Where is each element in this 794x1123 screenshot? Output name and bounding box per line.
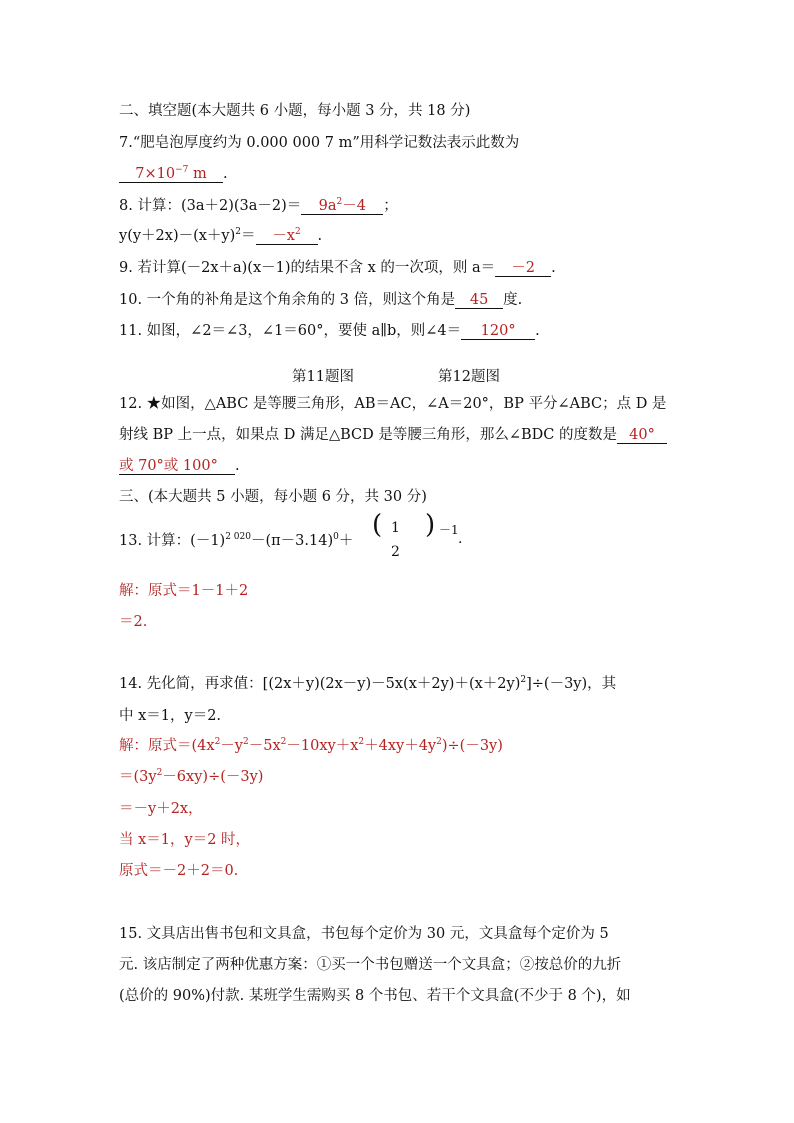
question-14-solution-5: 原式＝－2＋2＝0. xyxy=(119,863,239,879)
question-7-answer-line: $7\times 10^{-7}$ m . xyxy=(119,164,228,184)
question-11-line: 11. 如图，∠2＝∠3，∠1＝60°，要使 a∥b，则∠4＝ 120° . xyxy=(119,323,540,339)
question-9-line: 9. 若计算(－2x＋a)(x－1)的结果不含 x 的一次项，则 a＝ －2 . xyxy=(119,260,556,276)
figure-11-caption: 第11题图 xyxy=(292,369,354,385)
question-7-answer: $7\times 10^{-7}$ m xyxy=(119,166,223,183)
figure-12-caption: 第12题图 xyxy=(438,369,500,385)
question-13-expression: 13. 计算：$(-1)^{2 020}-(\pi-3.14)^0+$ xyxy=(119,532,354,549)
right-paren: ) xyxy=(425,510,436,540)
question-8-answer-2: $-x^2$ xyxy=(256,228,318,245)
question-12-answer-part-2: 或 70°或 100° xyxy=(119,458,235,475)
section-3-title: 三、(本大题共 5 小题，每小题 6 分，共 30 分) xyxy=(119,489,427,505)
section-2-title: 二、填空题(本大题共 6 小题，每小题 3 分，共 18 分) xyxy=(119,103,471,119)
question-13-solution-2: ＝2. xyxy=(119,614,148,630)
fraction-denominator: 2 xyxy=(391,544,400,560)
fraction-numerator: 1 xyxy=(391,520,400,536)
question-12-line-1: 12. ★如图，△ABC 是等腰三角形，AB＝AC，∠A＝20°，BP 平分∠ABC；点 D 是 xyxy=(119,396,667,412)
negative-exponent: －1 xyxy=(439,523,459,537)
question-12-line-3: 或 70°或 100° . xyxy=(119,458,240,474)
question-10-line: 10. 一个角的补角是这个角余角的 3 倍，则这个角是 45 度. xyxy=(119,292,523,308)
question-15-line-2: 元. 该店制定了两种优惠方案：①买一个书包赠送一个文具盒；②按总价的九折 xyxy=(119,957,622,973)
question-9-answer: －2 xyxy=(495,260,551,277)
question-14-line-1: 14. 先化简，再求值：$[(2x+y)(2x-y)-5x(x+2y)+(x+2y)^2]\div(-3y)$，其 xyxy=(119,675,617,692)
question-14-solution-1: 解：原式$=(4x^2-y^2-5x^2-10xy+x^2+4xy+4y^2)\div(-3y)$ xyxy=(119,737,503,754)
question-7-text: 7.“肥皂泡厚度约为 0.000 000 7 m”用科学记数法表示此数为 xyxy=(119,135,520,151)
question-12-line-2: 射线 BP 上一点，如果点 D 满足△BCD 是等腰三角形，那么∠BDC 的度数是 40° xyxy=(119,425,667,445)
question-8-line-2: $y(y+2x)-(x+y)^2= -x^2$ . xyxy=(119,227,323,244)
question-14-solution-3: ＝－y＋2x， xyxy=(119,801,203,817)
left-paren: ( xyxy=(372,510,383,540)
question-8-line-1: 8. 计算：$(3a+2)(3a-2)= 9a^2-4$ ； xyxy=(119,197,398,214)
question-15-line-3: (总价的 90%)付款. 某班学生需购买 8 个书包、若干个文具盒(不少于 8 个)，如 xyxy=(119,988,631,1004)
question-13-end: . xyxy=(458,531,463,547)
question-14-solution-2: $=(3y^2-6xy)\div(-3y)$ xyxy=(119,768,264,785)
question-13-solution-1: 解：原式＝1－1＋2 xyxy=(119,583,249,599)
question-14-solution-4: 当 x＝1，y＝2 时， xyxy=(119,832,251,848)
question-10-answer: 45 xyxy=(455,292,503,309)
question-14-line-2: 中 x＝1，y＝2. xyxy=(119,708,222,724)
question-12-answer-part-1: 40° xyxy=(617,427,667,444)
question-15-line-1: 15. 文具店出售书包和文具盒，书包每个定价为 30 元，文具盒每个定价为 5 xyxy=(119,926,609,942)
question-8-answer-1: $9a^2-4$ xyxy=(301,198,383,215)
question-11-answer: 120° xyxy=(461,323,535,340)
